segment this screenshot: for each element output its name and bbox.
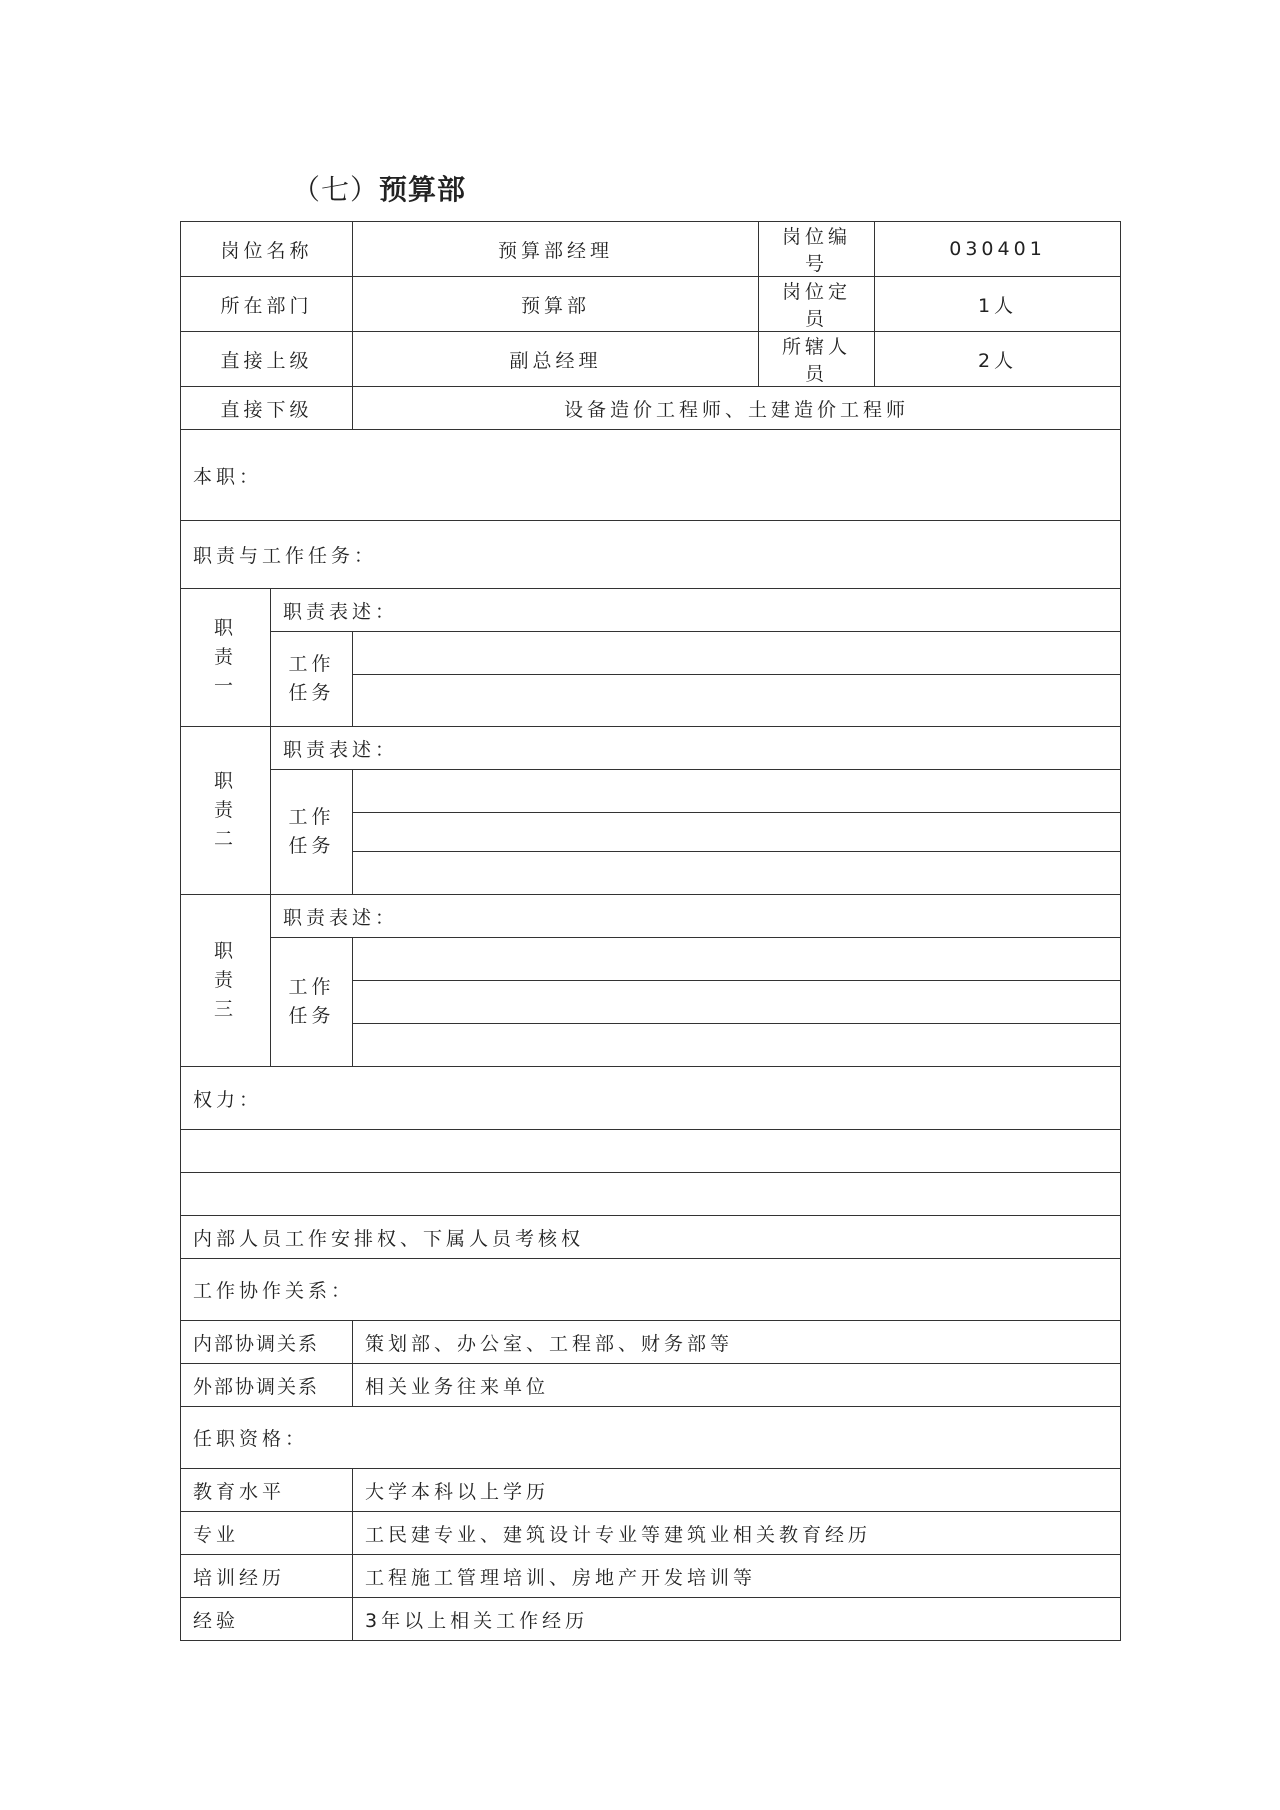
authority-blank-line <box>181 1173 1121 1216</box>
tasks-label: 职责与工作任务： <box>181 521 1121 589</box>
table-row <box>181 632 1121 675</box>
major-label: 专业 <box>181 1512 353 1555</box>
duty-2-tasks-label: 工作 任务 <box>271 770 353 895</box>
table-row <box>181 387 1121 430</box>
collaboration-label: 工作协作关系： <box>181 1259 1121 1321</box>
internal-coordination-label: 内部协调关系 <box>181 1321 353 1364</box>
superior-value: 副总经理 <box>353 332 759 387</box>
position-code-label: 岗位编号 <box>759 222 875 277</box>
duty-2-description-label: 职责表述： <box>271 727 1121 770</box>
table-row <box>181 895 1121 938</box>
table-row <box>181 589 1121 632</box>
duty-3-tasks-label: 工作 任务 <box>271 938 353 1067</box>
training-value: 工程施工管理培训、房地产开发培训等 <box>353 1555 1121 1598</box>
table-row <box>181 1216 1121 1259</box>
duty-1-tasks-label: 工作 任务 <box>271 632 353 727</box>
table-row <box>181 1407 1121 1469</box>
table-row <box>181 1130 1121 1173</box>
external-coordination-value: 相关业务往来单位 <box>353 1364 1121 1407</box>
department-value: 预算部 <box>353 277 759 332</box>
duty-3-task-line <box>353 938 1121 981</box>
table-row <box>181 222 1121 277</box>
external-coordination-label: 外部协调关系 <box>181 1364 353 1407</box>
internal-coordination-value: 策划部、办公室、工程部、财务部等 <box>353 1321 1121 1364</box>
duty-3-description-label: 职责表述： <box>271 895 1121 938</box>
subordinate-label: 直接下级 <box>181 387 353 430</box>
table-row <box>181 521 1121 589</box>
duty-3-task-line <box>353 981 1121 1024</box>
authority-label: 权力： <box>181 1067 1121 1130</box>
table-row <box>181 1321 1121 1364</box>
duty-1-task-line <box>353 675 1121 727</box>
staff-value: 2人 <box>875 332 1121 387</box>
table-row <box>181 727 1121 770</box>
subordinate-value: 设备造价工程师、土建造价工程师 <box>353 387 1121 430</box>
table-row <box>181 332 1121 387</box>
qualification-label: 任职资格： <box>181 1407 1121 1469</box>
table-row <box>181 1512 1121 1555</box>
duty-3-label: 职 责 三 <box>181 895 271 1067</box>
duty-2-task-line <box>353 813 1121 852</box>
table-row <box>181 1555 1121 1598</box>
table-row <box>181 277 1121 332</box>
table-row <box>181 938 1121 981</box>
table-row <box>181 1259 1121 1321</box>
table-row <box>181 1598 1121 1641</box>
duty-2-task-line <box>353 770 1121 813</box>
duty-2-label: 职 责 二 <box>181 727 271 895</box>
experience-value: 3年以上相关工作经历 <box>353 1598 1121 1641</box>
education-value: 大学本科以上学历 <box>353 1469 1121 1512</box>
headcount-label: 岗位定员 <box>759 277 875 332</box>
training-label: 培训经历 <box>181 1555 353 1598</box>
position-name-label: 岗位名称 <box>181 222 353 277</box>
duty-intro-label: 本职： <box>181 430 1121 521</box>
department-label: 所在部门 <box>181 277 353 332</box>
section-title <box>292 168 466 208</box>
duty-1-description-label: 职责表述： <box>271 589 1121 632</box>
authority-blank-line <box>181 1130 1121 1173</box>
headcount-value: 1人 <box>875 277 1121 332</box>
section-prefix: （七） <box>292 173 380 206</box>
table-row <box>181 770 1121 813</box>
table-row <box>181 1173 1121 1216</box>
duty-2-task-line <box>353 852 1121 895</box>
section-name: 预算部 <box>379 173 467 206</box>
experience-label: 经验 <box>181 1598 353 1641</box>
table-row <box>181 1067 1121 1130</box>
duty-3-task-line <box>353 1024 1121 1067</box>
duty-1-task-line <box>353 632 1121 675</box>
table-row <box>181 1469 1121 1512</box>
table-row <box>181 1364 1121 1407</box>
position-code-value: 030401 <box>875 222 1121 277</box>
education-label: 教育水平 <box>181 1469 353 1512</box>
job-description-table <box>180 221 1121 1641</box>
authority-text: 内部人员工作安排权、下属人员考核权 <box>181 1216 1121 1259</box>
superior-label: 直接上级 <box>181 332 353 387</box>
duty-1-label: 职 责 一 <box>181 589 271 727</box>
table-row <box>181 430 1121 521</box>
position-name-value: 预算部经理 <box>353 222 759 277</box>
staff-label: 所辖人员 <box>759 332 875 387</box>
major-value: 工民建专业、建筑设计专业等建筑业相关教育经历 <box>353 1512 1121 1555</box>
